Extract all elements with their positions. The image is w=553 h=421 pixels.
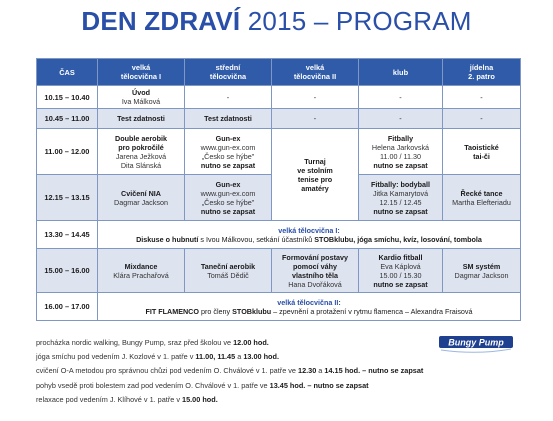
table-row bbox=[37, 86, 521, 109]
svg-text:Bungy Pump: Bungy Pump bbox=[448, 337, 504, 348]
time-cell: 16.00 – 17.00 bbox=[37, 293, 98, 321]
page-title bbox=[0, 6, 553, 37]
merged-session-cell: velká tělocvična II: FIT FLAMENCO pro členy STOBklubu – zpevnění a protažení v rytmu flamenca – Alexandra Fraisová bbox=[98, 293, 521, 321]
bungy-pump-logo bbox=[437, 334, 515, 354]
session-cell: Cvičení NIA Dagmar Jackson bbox=[98, 175, 185, 221]
title-bold: DEN ZDRAVÍ bbox=[81, 6, 241, 36]
session-cell: Řecké tance Martha Elefteriadu bbox=[443, 175, 521, 221]
empty-cell: - bbox=[443, 86, 521, 109]
session-cell: Double aerobik pro pokročilé Jarena Ježková Dita Slánská bbox=[98, 129, 185, 175]
time-cell: 10.15 – 10.40 bbox=[37, 86, 98, 109]
session-cell: Fitbally: bodyball Jitka Kamarytová 12.15 / 12.45 nutno se zapsat bbox=[359, 175, 443, 221]
time-cell: 12.15 – 13.15 bbox=[37, 175, 98, 221]
empty-cell: - bbox=[359, 86, 443, 109]
table-row bbox=[37, 109, 521, 129]
session-cell: Gun-ex www.gun-ex.com „Česko se hýbe" nutno se zapsat bbox=[185, 175, 272, 221]
session-cell: Formování postavy pomocí váhy vlastního těla Hana Dvořáková bbox=[272, 249, 359, 293]
header-vt1: velká tělocvična I bbox=[98, 59, 185, 86]
session-cell: SM systém Dagmar Jackson bbox=[443, 249, 521, 293]
empty-cell: - bbox=[443, 109, 521, 129]
header-jidelna: jídelna 2. patro bbox=[443, 59, 521, 86]
time-cell: 13.30 – 14.45 bbox=[37, 221, 98, 249]
table-row bbox=[37, 249, 521, 293]
empty-cell: - bbox=[185, 86, 272, 109]
time-cell: 15.00 – 16.00 bbox=[37, 249, 98, 293]
table-row bbox=[37, 293, 521, 321]
session-cell: Mixdance Klára Prachařová bbox=[98, 249, 185, 293]
session-cell: Úvod Iva Málková bbox=[98, 86, 185, 109]
empty-cell: - bbox=[272, 109, 359, 129]
table-row bbox=[37, 221, 521, 249]
session-cell: Taneční aerobik Tomáš Dědič bbox=[185, 249, 272, 293]
session-cell: Test zdatnosti bbox=[185, 109, 272, 129]
session-cell: Kardio fitball Eva Káplová 15.00 / 15.30 nutno se zapsat bbox=[359, 249, 443, 293]
header-vt2: velká tělocvična II bbox=[272, 59, 359, 86]
note-line: procházka nordic walking, Bungy Pump, sraz před školou ve 12.00 hod. bbox=[36, 338, 269, 347]
empty-cell: - bbox=[359, 109, 443, 129]
time-cell: 10.45 – 11.00 bbox=[37, 109, 98, 129]
session-cell: Taoistické tai-či bbox=[443, 129, 521, 175]
session-cell: Test zdatnosti bbox=[98, 109, 185, 129]
header-cas: ČAS bbox=[37, 59, 98, 86]
merged-session-cell: velká tělocvična I: Diskuse o hubnutí s Ivou Málkovou, setkání účastníků STOBklubu, jóga smíchu, kvíz, losování, tombola bbox=[98, 221, 521, 249]
note-line: pohyb vsedě proti bolestem zad pod vedením O. Chválové v 1. patře ve 13.45 hod. – nutno se zapsat bbox=[36, 380, 369, 390]
session-cell: Fitbally Helena Jarkovská 11.00 / 11.30 nutno se zapsat bbox=[359, 129, 443, 175]
empty-cell: - bbox=[272, 86, 359, 109]
time-cell: 11.00 – 12.00 bbox=[37, 129, 98, 175]
note-line: relaxace pod vedením J. Klíhové v 1. patře v 15.00 hod. bbox=[36, 394, 218, 404]
program-table bbox=[36, 58, 521, 321]
title-rest: 2015 – PROGRAM bbox=[240, 6, 472, 36]
note-line: jóga smíchu pod vedením J. Kozlové v 1. patře v 11.00, 11.45 a 13.00 hod. bbox=[36, 352, 279, 362]
header-klub: klub bbox=[359, 59, 443, 86]
session-cell-tournament: Turnaj ve stolním tenise pro amatéry bbox=[272, 129, 359, 221]
table-row bbox=[37, 129, 521, 175]
header-st: střední tělocvična bbox=[185, 59, 272, 86]
session-cell: Gun-ex www.gun-ex.com „Česko se hýbe" nutno se zapsat bbox=[185, 129, 272, 175]
note-line: cvičení O-A metodou pro správnou chůzi pod vedením O. Chválové v 1. patře ve 12.30 a 14.15 hod. – nutno se zapsat bbox=[36, 366, 424, 376]
header-row bbox=[37, 59, 521, 86]
